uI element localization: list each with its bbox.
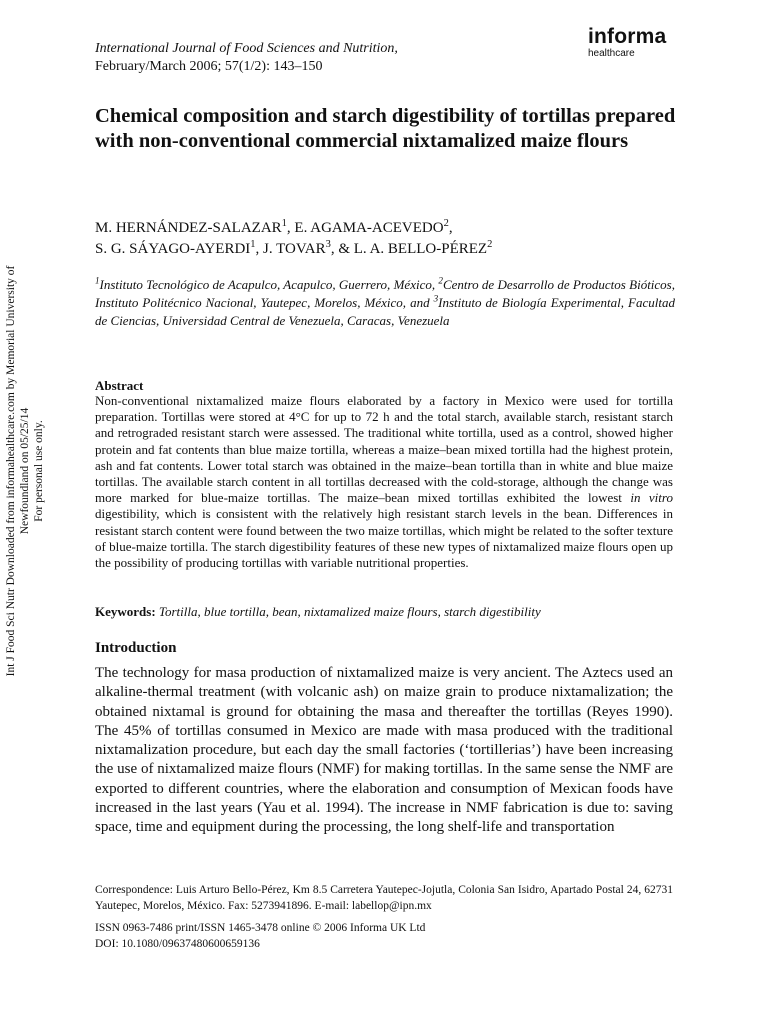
- introduction-text: The technology for masa production of nixtamalized maize is very ancient. The Aztecs used an alkaline-thermal treatment (with volcanic ash) on maize grain to produce nixtamalization; the obtained nixtamal is ground for obtaining the masa and thereafter the tortillas (Reyes 1990). The 45% of tortillas consumed in Mexico are made with masa produced with the traditional nixtamalization procedure, but each day the small factories (‘tortillerias’) have been increasing the use of nixtamalized maize flours (NMF) for making tortillas. In the same sense the NMF are exported to different countries, where the elaboration and consumption of Mexican foods have increased in the last years (Yau et al. 1994). The increase in NMF fabrication is due to: saving space, time and equipment during the processing, the long shelf-life and transportation: [95, 665, 673, 836]
- author: M. HERNÁNDEZ-SALAZAR$^1$,: [95, 218, 295, 236]
- author: E. AGAMA-ACEVEDO$^2$,: [294, 218, 453, 236]
- article-title: Chemical composition and starch digestibility of tortillas prepared with non-conventional commercial nixtamalized maize flours: [95, 105, 676, 152]
- publication-info: [95, 920, 673, 952]
- abstract-text: Non-conventional nixtamalized maize flours elaborated by a factory in Mexico were used for tortilla preparation. Tortillas were stored at 4°C for up to 72 h and the total starch, available starch, resistant starch and retrograded resistant starch were assessed. The traditional white tortilla, used as a control, showed higher protein and fat contents than blue maize tortilla, whereas a maize–bean mixed tortilla had the highest protein, ash and fat contents. Lower total starch was obtained in the maize–bean tortilla than in white and blue maize tortillas. The available starch content in all tortillas decreased with the cold-storage, although the change was more marked for blue-maize tortillas. The maize–bean mixed tortillas exhibited the lowest in vitro digestibility, which is consistent with the relatively high resistant starch levels in the bean. Differences in resistant starch content were found between the two maize tortillas, which might be related to the softer texture of blue-maize tortilla. The starch digestibility features of these new types of nixtamalized maize flours open up the possibility of producing tortillas with variable nutritional properties.: [95, 393, 673, 571]
- author-list: [95, 218, 685, 260]
- journal-name: International Journal of Food Sciences and Nutrition,: [95, 41, 398, 56]
- issn-line: ISSN 0963-7486 print/ISSN 1465-3478 online © 2006 Informa UK Ltd: [95, 922, 426, 934]
- author: J. TOVAR$^3$, &: [263, 239, 354, 257]
- keywords-label: Keywords:: [95, 604, 156, 619]
- download-watermark: [4, 236, 50, 706]
- abstract-heading: Abstract: [95, 378, 144, 393]
- affiliation: Centro de Desarrollo de Productos Bióticos, Instituto Politécnico Nacional, Yautepec, Morelos, México, and: [95, 277, 675, 310]
- correspondence-note: Correspondence: Luis Arturo Bello-Pérez, Km 8.5 Carretera Yautepec-Jojutla, Colonia San Isidro, Apartado Postal 24, 62731 Yautepec, Morelos, México. Fax: 5273941896. E-mail: labellop@ipn.mx: [95, 884, 673, 912]
- journal-citation: [95, 40, 515, 76]
- introduction-heading: Introduction: [95, 640, 177, 656]
- keywords: [95, 604, 673, 620]
- affiliation: Instituto de Biología Experimental, Facultad de Ciencias, Universidad Central de Venezuela, Caracas, Venezuela: [95, 295, 675, 328]
- journal-issue: February/March 2006; 57(1/2): 143–150: [95, 59, 323, 74]
- download-watermark-line2: For personal use only.: [33, 420, 45, 522]
- publisher-logo: [588, 26, 688, 60]
- download-watermark-line1: Int J Food Sci Nutr Downloaded from informahealthcare.com by Memorial University of Newfoundland on 05/25/14: [5, 265, 31, 677]
- affiliations: $^1$Instituto Tecnológico de Acapulco, Acapulco, Guerrero, México, $^2$Centro de Desarrollo de Productos Bióticos, Instituto Politécnico Nacional, Yautepec, Morelos, México, and $^3$Instituto de Biología Experimental, Facultad de Ciencias, Universidad Central de Venezuela, Caracas, Venezuela: [95, 275, 675, 328]
- author: L. A. BELLO-PÉREZ$^2$: [353, 239, 493, 257]
- doi-line: DOI: 10.1080/09637480600659136: [95, 938, 260, 950]
- keywords-text: Tortilla, blue tortilla, bean, nixtamalized maize flours, starch digestibility: [158, 604, 541, 619]
- publisher-logo-division: healthcare: [588, 48, 635, 59]
- publisher-logo-name: informa: [588, 25, 667, 48]
- affiliation: Instituto Tecnológico de Acapulco, Acapulco, Guerrero, México,: [99, 277, 439, 292]
- author: S. G. SÁYAGO-AYERDI$^1$,: [95, 239, 264, 257]
